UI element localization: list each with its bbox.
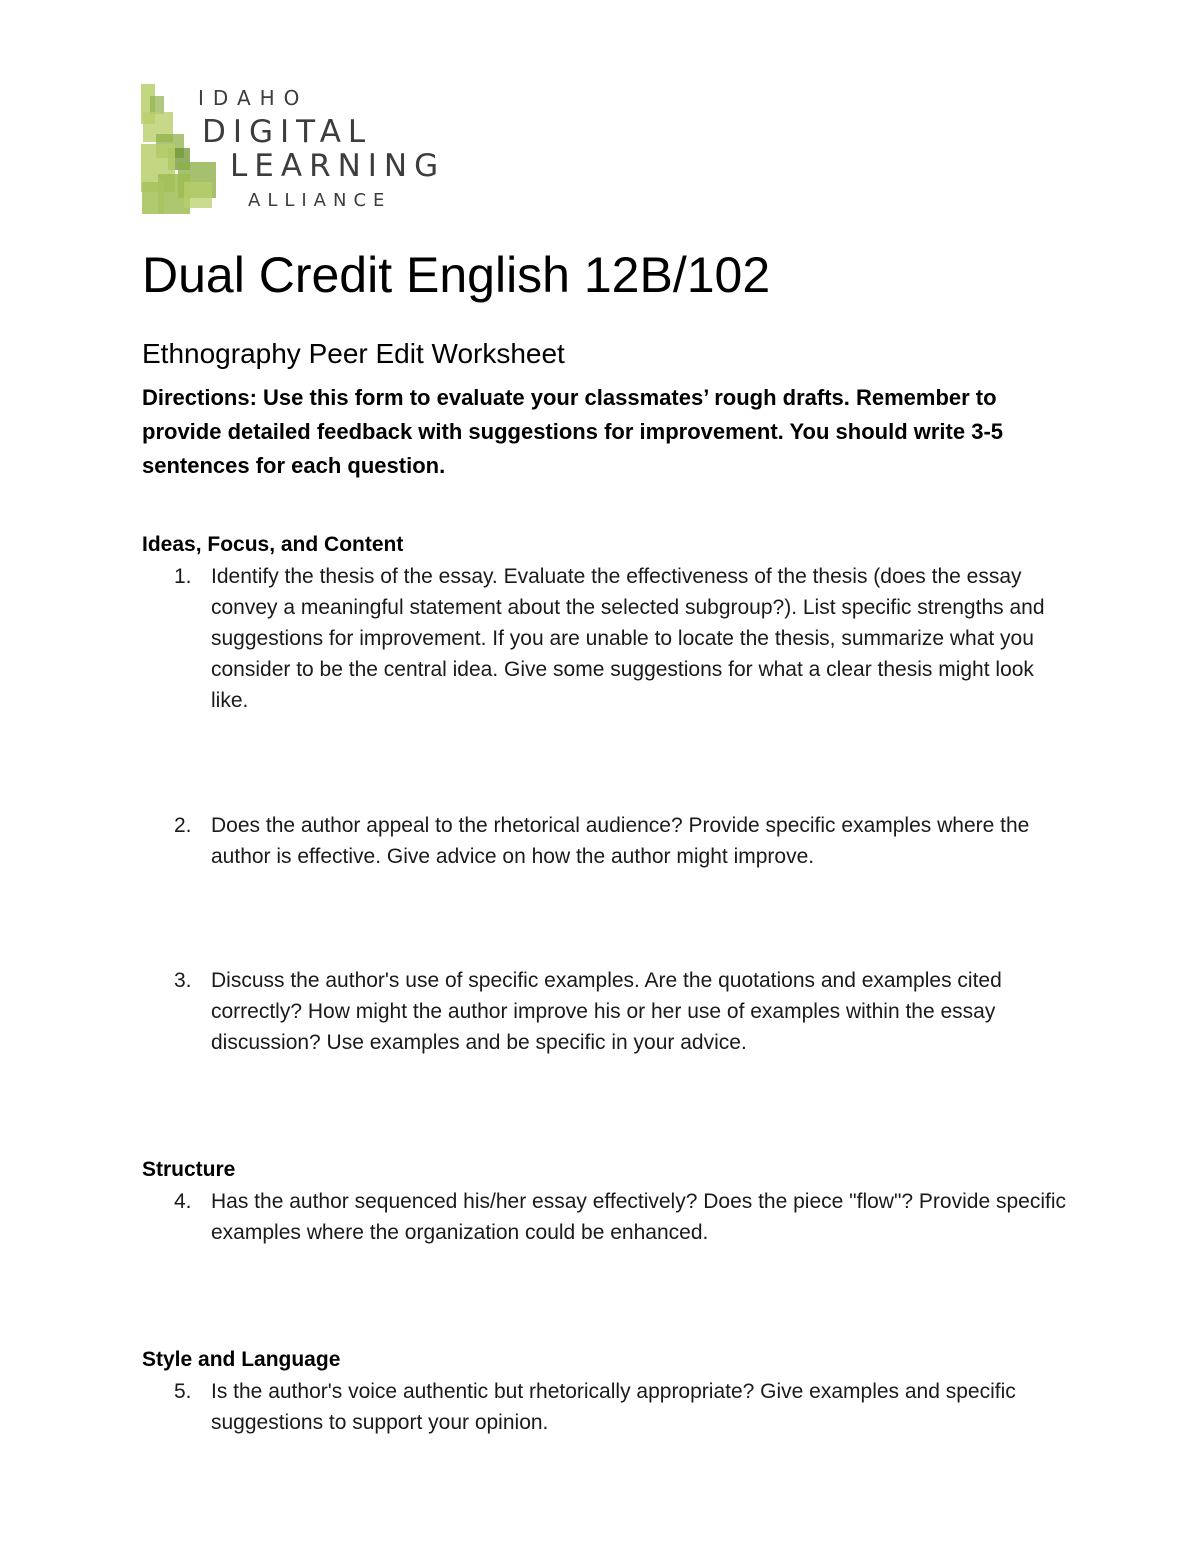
document-subtitle: Ethnography Peer Edit Worksheet bbox=[142, 338, 565, 369]
question-text: Identify the thesis of the essay. Evaluate the effectiveness of the thesis (does the essay convey a meaningful statement about the selected subgroup?). List specific strengths and suggestions for improvement. If you are unable to locate the thesis, summarize what you consider to be the central idea. Give some suggestions for what a clear thesis might look like. bbox=[211, 565, 1045, 712]
question-number: 4. bbox=[174, 1190, 192, 1213]
question-item bbox=[142, 810, 1072, 872]
logo-wordmark bbox=[196, 82, 476, 217]
question-text: Is the author's voice authentic but rhetorically appropriate? Give examples and specific suggestions to support your opinion. bbox=[211, 1380, 1016, 1434]
document-title: Dual Credit English 12B/102 bbox=[142, 247, 771, 303]
section-heading-style: Style and Language bbox=[142, 1348, 341, 1371]
directions-text: Directions: Use this form to evaluate your classmates’ rough drafts. Remember to provide detailed feedback with suggestions for improvement. You should write 3-5 sentences for each question. bbox=[142, 385, 1004, 478]
question-text: Discuss the author's use of specific examples. Are the quotations and examples cited correctly? How might the author improve his or her use of examples within the essay discussion? Use examples and be specific in your advice. bbox=[211, 969, 1002, 1054]
question-number: 5. bbox=[174, 1380, 192, 1403]
question-number: 2. bbox=[174, 814, 192, 837]
question-item bbox=[142, 1376, 1072, 1438]
question-item bbox=[142, 965, 1072, 1058]
section-heading-ideas: Ideas, Focus, and Content bbox=[142, 533, 404, 556]
question-item bbox=[142, 1186, 1072, 1248]
idaho-digital-learning-alliance-logo bbox=[140, 82, 470, 217]
question-number: 3. bbox=[174, 969, 192, 992]
logo-line-digital: DIGITAL bbox=[202, 114, 373, 150]
logo-line-learning: LEARNING bbox=[230, 148, 446, 184]
logo-line-idaho: IDAHO bbox=[198, 86, 309, 110]
question-item bbox=[142, 561, 1072, 716]
section-heading-structure: Structure bbox=[142, 1158, 236, 1181]
logo-line-alliance: ALLIANCE bbox=[248, 190, 392, 211]
question-text: Has the author sequenced his/her essay effectively? Does the piece "flow"? Provide specific examples where the organization could be enhanced. bbox=[211, 1190, 1066, 1244]
question-text: Does the author appeal to the rhetorical audience? Provide specific examples where the author is effective. Give advice on how the author might improve. bbox=[211, 814, 1030, 868]
question-number: 1. bbox=[174, 565, 192, 588]
